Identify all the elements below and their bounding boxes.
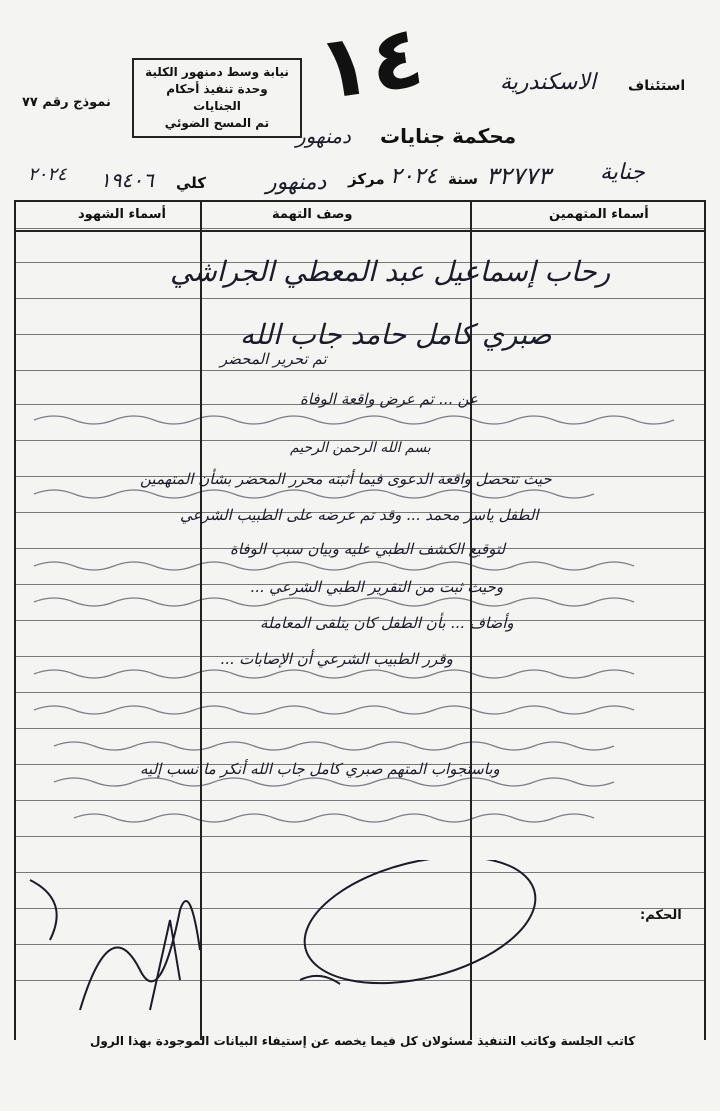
col-witnesses: أسماء الشهود — [78, 207, 166, 222]
body-line-4: حيث تتحصل واقعة الدعوى فيما أثبته محرر المحضر بشأن المتهمين — [140, 470, 552, 488]
model-number: نموذج رقم ٧٧ — [22, 95, 111, 110]
body-line-8: وأضاف ... بأن الطفل كان يتلقى المعاملة — [260, 614, 514, 632]
body-line-7: وحيث ثبت من التقرير الطبي الشرعي ... — [250, 578, 504, 596]
table-header — [14, 200, 706, 232]
scan-stamp — [132, 58, 302, 138]
kolli-year: ٢٠٢٤ — [28, 164, 67, 185]
center-label: مركز — [348, 170, 385, 188]
body-line-9: وقرر الطبيب الشرعي أن الإصابات ... — [220, 650, 453, 668]
kolli-label: كلي — [176, 174, 207, 192]
body-line-2: عن ... تم عرض واقعة الوفاة — [300, 390, 478, 408]
center-value: دمنهور — [266, 170, 327, 195]
body-line-1: تم تحرير المحضر — [220, 350, 327, 368]
col-charge: وصف التهمة — [272, 207, 353, 222]
body-line-5: الطفل ياسر محمد ... وقد تم عرضه على الطبيب الشرعي — [180, 506, 539, 524]
case-number: ٣٢٧٧٣ — [486, 162, 551, 190]
verdict-label: الحكم: — [640, 908, 682, 923]
body-line-6: لتوقيع الكشف الطبي عليه وبيان سبب الوفاة — [230, 540, 506, 558]
court-value: دمنهور — [296, 124, 351, 148]
kolli-value: ١٩٤٠٦ — [100, 168, 154, 192]
court-title: محكمة جنايات — [380, 124, 517, 148]
big-file-number: ١٤ — [311, 6, 430, 120]
year-value: ٢٠٢٤ — [390, 164, 438, 189]
signature-marks — [0, 860, 720, 1030]
body-line-3: بسم الله الرحمن الرحيم — [290, 440, 431, 456]
year-label: سنة — [448, 170, 478, 188]
appeal-label: استئناف — [628, 78, 686, 94]
stamp-line-1: نيابة وسط دمنهور الكلية — [145, 65, 289, 79]
col-accused: أسماء المتهمين — [549, 207, 649, 222]
accused-name-1: رحاب إسماعيل عبد المعطي الجراشي — [170, 255, 611, 288]
accused-name-2: صبري كامل حامد جاب الله — [240, 318, 552, 351]
appeal-value: الاسكندرية — [500, 70, 596, 95]
footer-note: كاتب الجلسة وكاتب التنفيذ مسئولان كل فيما يخصه عن إستيفاء البيانات الموجودة بهذا الرول — [90, 1034, 636, 1048]
stamp-line-3: تم المسح الضوئي — [164, 116, 270, 130]
body-line-10: وباستجواب المتهم صبري كامل جاب الله أنكر ما نسب إليه — [140, 760, 500, 778]
handwriting-scribbles — [14, 360, 704, 880]
case-prefix: جناية — [600, 160, 645, 185]
stamp-line-2: وحدة تنفيذ أحكام الجنايات — [166, 82, 268, 113]
